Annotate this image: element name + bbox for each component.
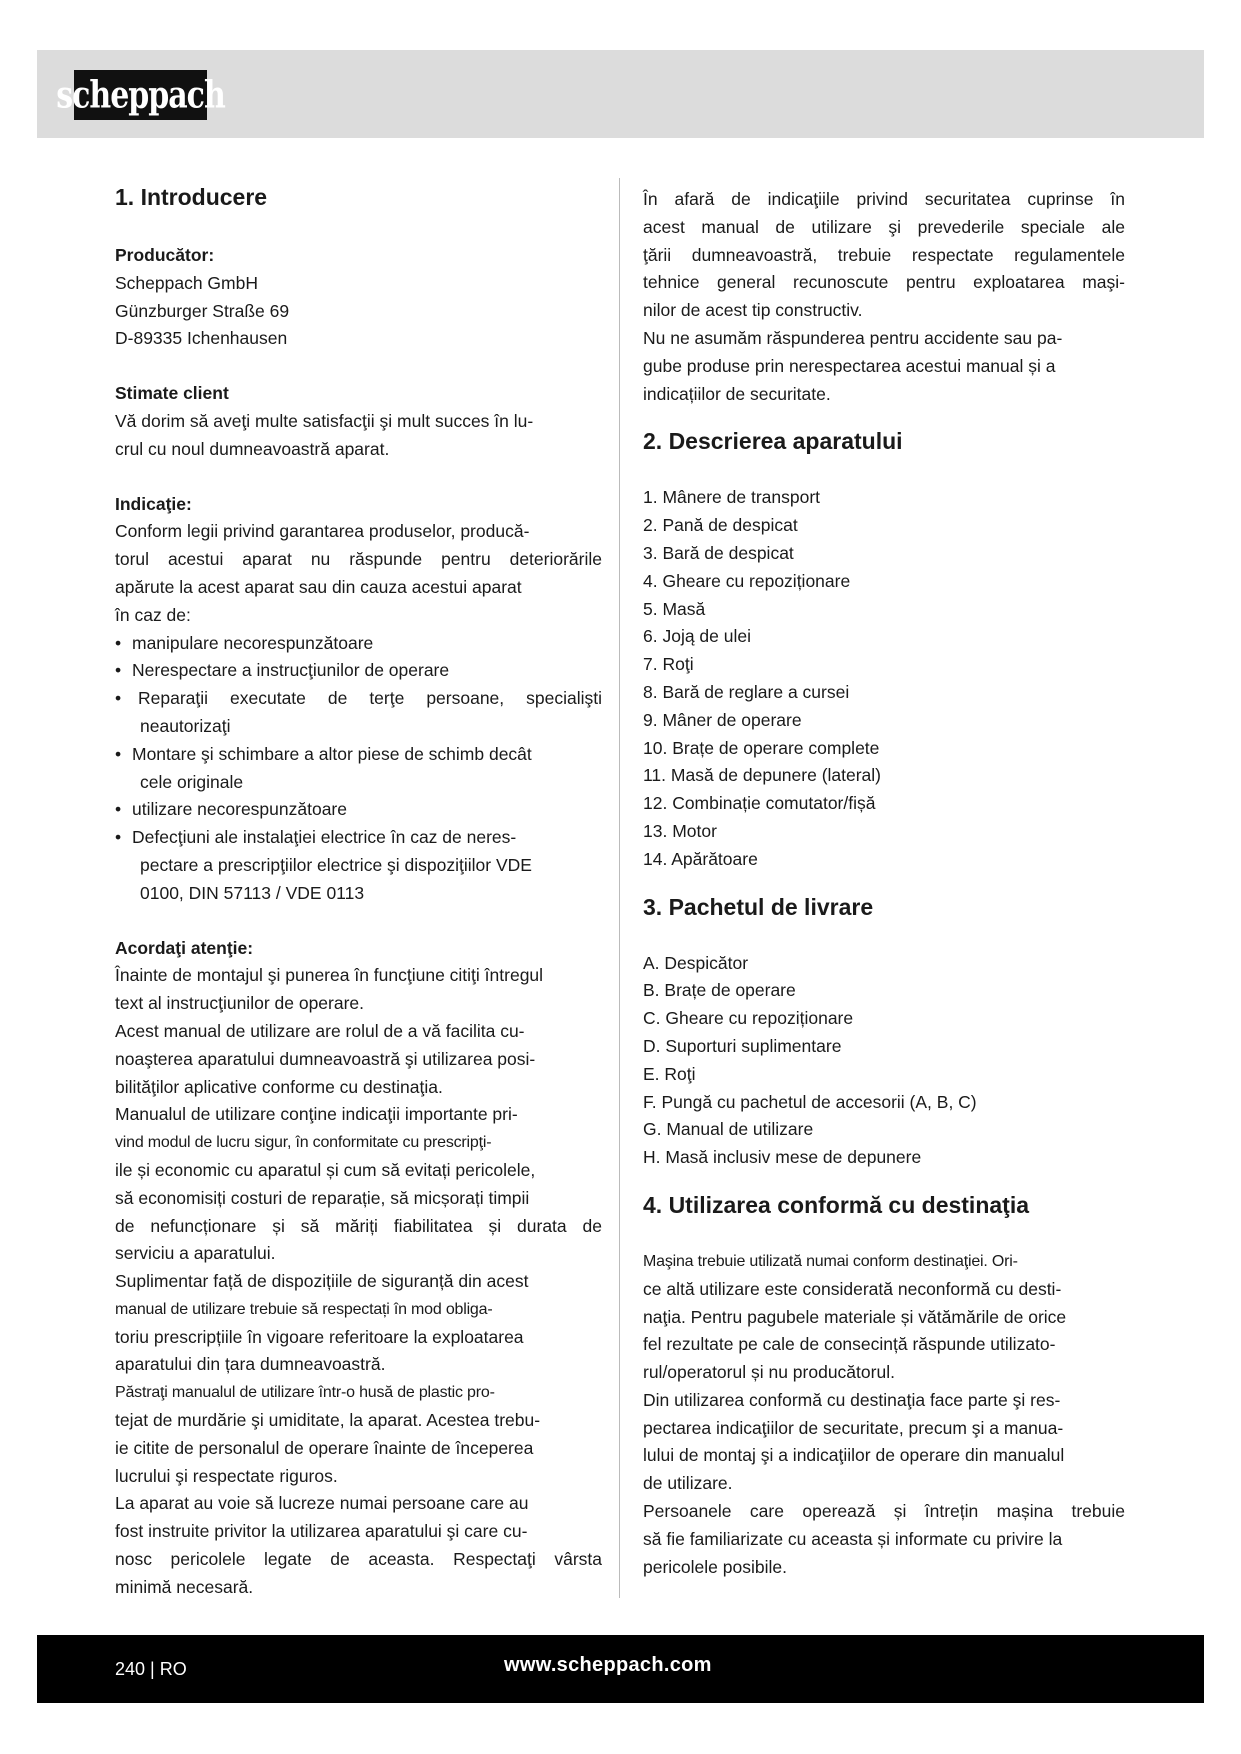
- footer-bar: [37, 1635, 1204, 1703]
- description-item: 4. Gheare cu repoziționare: [643, 570, 851, 591]
- website-link[interactable]: www.scheppach.com: [504, 1654, 712, 1676]
- delivery-item: E. Roţi: [643, 1063, 696, 1084]
- description-item: 6. Joją de ulei: [643, 626, 751, 647]
- right-column: [643, 186, 1125, 1581]
- page-number: 240 | RO: [115, 1659, 187, 1679]
- description-item: 2. Pană de despicat: [643, 515, 798, 536]
- safety-line: gube produse prin nerespectarea acestui manual și a: [643, 355, 1056, 376]
- description-item: 12. Combinație comutator/fișă: [643, 793, 876, 814]
- section-title-descrierea-aparatului: 2. Descrierea aparatului: [643, 428, 903, 455]
- customer-label: Stimate client: [115, 383, 229, 404]
- note-bullet: • Nerespectare a instrucţiunilor de operare: [115, 660, 450, 681]
- note-line: apărute la acest aparat sau din cauza acestui aparat: [115, 576, 522, 597]
- attention-line: Păstraţi manualul de utilizare într-o husă de plastic pro-: [115, 1384, 495, 1402]
- note-bullet-continuation: 0100, DIN 57113 / VDE 0113: [140, 882, 365, 903]
- safety-line: În afară de indicaţiile privind securitatea cuprinse în: [643, 189, 1125, 209]
- attention-line: vind modul de lucru sigur, în conformitate cu prescripţi-: [115, 1134, 492, 1152]
- delivery-item: B. Brațe de operare: [643, 980, 796, 1001]
- manufacturer-line: Scheppach GmbH: [115, 272, 258, 293]
- attention-line: ie citite de personalul de operare înainte de începerea: [115, 1437, 534, 1458]
- description-item: 8. Bară de reglare a cursei: [643, 681, 850, 702]
- note-line: Conform legii privind garantarea produselor, producă-: [115, 521, 530, 542]
- attention-label: Acordaţi atenţie:: [115, 937, 254, 958]
- safety-line: Nu ne asumăm răspunderea pentru accidente sau pa-: [643, 327, 1063, 348]
- attention-line: să economisiți costuri de reparație, să micșorați timpii: [115, 1187, 530, 1208]
- attention-line: serviciu a aparatului.: [115, 1243, 276, 1264]
- manufacturer-line: D-89335 Ichenhausen: [115, 328, 288, 349]
- section-title-utilizarea-conforma: 4. Utilizarea conformă cu destinaţia: [643, 1191, 1030, 1218]
- usage-line: Maşina trebuie utilizată numai conform destinaţiei. Ori-: [643, 1252, 1018, 1270]
- note-bullet: • utilizare necorespunzătoare: [115, 799, 347, 820]
- logo-text: scheppach: [56, 73, 225, 117]
- attention-line: tejat de murdărie şi umiditate, la aparat. Acestea trebu-: [115, 1410, 541, 1431]
- manufacturer-label: Producător:: [115, 245, 215, 265]
- safety-line: nilor de acest tip constructiv.: [643, 300, 863, 321]
- attention-line: lucrului şi respectate riguros.: [115, 1465, 338, 1486]
- usage-line: să fie familiarizate cu aceasta și informate cu privire la: [643, 1528, 1063, 1549]
- description-item: 13. Motor: [643, 820, 717, 841]
- section-title-introducere: 1. Introducere: [115, 184, 268, 210]
- usage-line: de utilizare.: [643, 1473, 733, 1494]
- note-bullet-continuation: neautorizaţi: [140, 715, 231, 736]
- description-item: 14. Apărătoare: [643, 848, 758, 869]
- description-item: 5. Masă: [643, 598, 706, 619]
- attention-line: aparatului din țara dumneavoastră.: [115, 1354, 386, 1375]
- scheppach-logo: [56, 70, 225, 120]
- usage-line: Persoanele care operează și întrețin mașina trebuie: [643, 1501, 1125, 1522]
- attention-line: noaşterea aparatului dumneavoastră şi utilizarea posi-: [115, 1048, 536, 1069]
- attention-line: de nefuncționare și să măriți fiabilitatea și durata de: [115, 1215, 602, 1236]
- attention-line: toriu prescripțiile în vigoare referitoare la exploatarea: [115, 1326, 524, 1347]
- delivery-item: F. Pungă cu pachetul de accesorii (A, B, C): [643, 1091, 977, 1112]
- customer-line: Vă dorim să aveţi multe satisfacţii şi mult succes în lu-: [115, 410, 534, 431]
- safety-line: tehnice general recunoscute pentru exploatarea maşi-: [643, 272, 1125, 293]
- attention-line: Înainte de montajul şi punerea în funcţiune citiţi întregul: [115, 965, 544, 986]
- attention-line: fost instruite privitor la utilizarea aparatului şi care cu-: [115, 1521, 528, 1542]
- column-divider: [619, 178, 620, 1598]
- usage-line: Din utilizarea conformă cu destinaţia face parte şi res-: [643, 1389, 1061, 1410]
- description-item: 9. Mâner de operare: [643, 709, 802, 730]
- note-bullet: • Montare şi schimbare a altor piese de schimb decât: [115, 743, 532, 764]
- safety-line: ţării dumneavoastră, trebuie respectate regulamentele: [643, 244, 1125, 265]
- delivery-item: G. Manual de utilizare: [643, 1119, 814, 1140]
- usage-line: lului de montaj şi a indicaţiilor de operare din manualul: [643, 1445, 1065, 1466]
- delivery-item: A. Despicător: [643, 952, 749, 973]
- attention-line: ile și economic cu aparatul și cum să evitați pericolele,: [115, 1159, 536, 1180]
- note-bullet: • Defecţiuni ale instalaţiei electrice în caz de neres-: [115, 827, 517, 848]
- attention-line: Suplimentar față de dispozițiile de siguranță din acest: [115, 1271, 529, 1292]
- description-item: 11. Masă de depunere (lateral): [643, 765, 882, 786]
- description-item: 1. Mânere de transport: [643, 487, 821, 508]
- note-bullet: • Reparaţii executate de terţe persoane, specialişti: [115, 688, 602, 709]
- attention-line: Manualul de utilizare conţine indicaţii importante pri-: [115, 1104, 518, 1125]
- usage-line: rul/operatorul și nu producătorul.: [643, 1362, 895, 1383]
- attention-line: minimă necesară.: [115, 1576, 254, 1597]
- note-bullet-continuation: pectare a prescripţiilor electrice şi dispoziţiilor VDE: [140, 854, 532, 875]
- delivery-item: D. Suporturi suplimentare: [643, 1035, 842, 1056]
- attention-line: text al instrucţiunilor de operare.: [115, 993, 365, 1014]
- note-line: torul acestui aparat nu răspunde pentru deteriorările: [115, 549, 602, 570]
- manufacturer-line: Günzburger Straße 69: [115, 300, 290, 321]
- usage-line: pectarea indicaţiilor de securitate, precum şi a manua-: [643, 1417, 1064, 1438]
- attention-line: nosc pericolele legate de aceasta. Respectaţi vârsta: [115, 1549, 602, 1570]
- description-item: 3. Bară de despicat: [643, 542, 794, 563]
- note-line: în caz de:: [115, 604, 191, 625]
- note-label: Indicaţie:: [115, 493, 192, 514]
- customer-line: crul cu noul dumneavoastră aparat.: [115, 438, 390, 459]
- note-bullet: • manipulare necorespunzătoare: [115, 632, 374, 653]
- usage-line: ce altă utilizare este considerată neconformă cu desti-: [643, 1278, 1062, 1299]
- attention-line: bilităţilor aplicative conforme cu destinaţia.: [115, 1076, 443, 1097]
- attention-line: Acest manual de utilizare are rolul de a vă facilita cu-: [115, 1020, 525, 1041]
- usage-line: fel rezultate pe cale de consecință răspunde utilizato-: [643, 1334, 1056, 1355]
- left-column: [115, 182, 602, 1602]
- delivery-item: H. Masă inclusiv mese de depunere: [643, 1147, 922, 1168]
- usage-line: naţia. Pentru pagubele materiale și vătămările de orice: [643, 1306, 1067, 1327]
- safety-line: indicațiilor de securitate.: [643, 383, 831, 404]
- attention-line: manual de utilizare trebuie să respectați în mod obliga-: [115, 1300, 493, 1318]
- attention-line: La aparat au voie să lucreze numai persoane care au: [115, 1493, 529, 1514]
- usage-line: pericolele posibile.: [643, 1556, 787, 1577]
- delivery-item: C. Gheare cu repoziționare: [643, 1008, 854, 1029]
- section-title-pachetul-de-livrare: 3. Pachetul de livrare: [643, 893, 874, 920]
- description-item: 10. Brațe de operare complete: [643, 737, 880, 758]
- safety-line: acest manual de utilizare şi prevederile speciale ale: [643, 216, 1125, 237]
- description-item: 7. Roţi: [643, 654, 694, 675]
- note-bullet-continuation: cele originale: [140, 771, 244, 792]
